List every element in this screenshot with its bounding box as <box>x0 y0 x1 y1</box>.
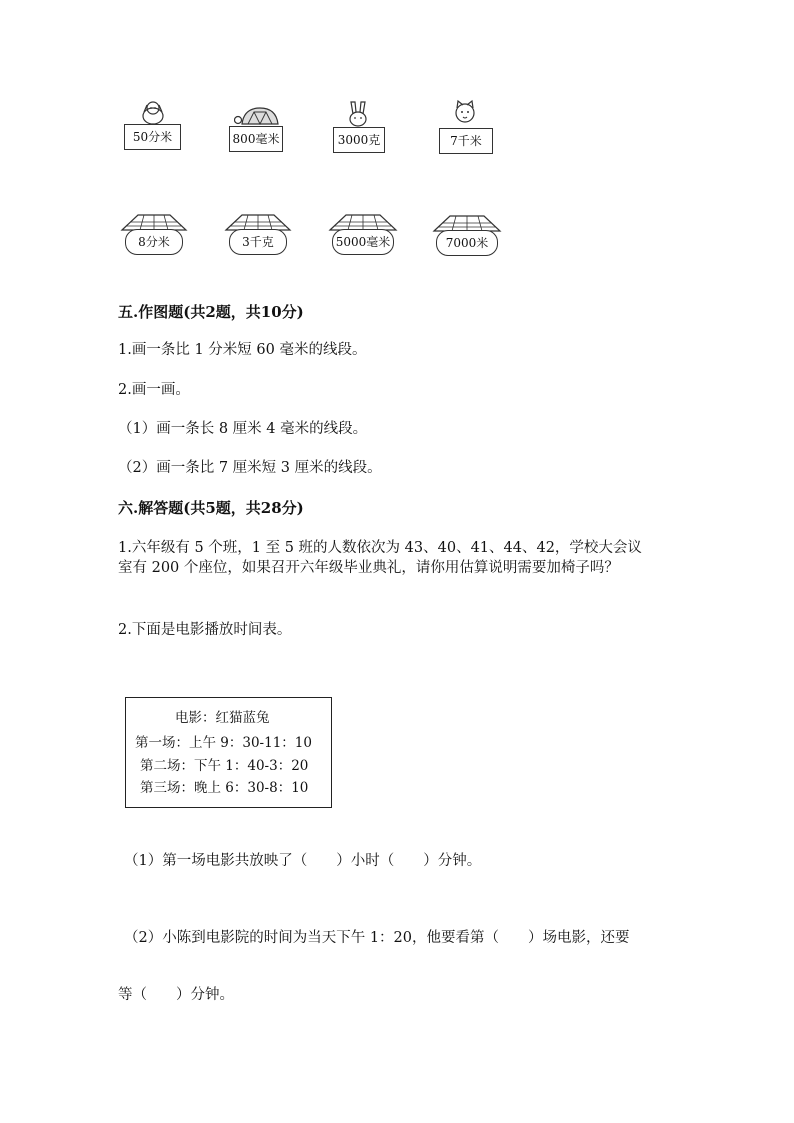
card-3 <box>333 127 385 153</box>
house-2 <box>224 212 292 258</box>
house-1-label: 8分米 <box>138 235 170 249</box>
card-4-label: 7千米 <box>450 134 482 148</box>
section-6-heading: 六.解答题(共5题，共28分) <box>118 499 304 517</box>
section-6-question-2-part-1: （1）第一场电影共放映了（ ）小时（ ）分钟。 <box>124 853 482 869</box>
house-1 <box>120 212 188 258</box>
house-3 <box>328 212 398 258</box>
schedule-row-3: 第三场：晚上 6：30-8：10 <box>140 780 309 796</box>
card-3-label: 3000克 <box>337 133 381 147</box>
section-5-heading: 五.作图题(共2题，共10分) <box>118 303 304 321</box>
section-6-question-2-part-2-line-2: 等（ ）分钟。 <box>118 987 234 1003</box>
house-4 <box>432 213 502 259</box>
card-2 <box>229 126 283 152</box>
section-5-question-2-part-1: （1）画一条长 8 厘米 4 毫米的线段。 <box>118 421 368 437</box>
turtle-icon <box>234 104 284 128</box>
schedule-title: 电影：红猫蓝兔 <box>175 710 270 726</box>
section-6-question-1-line-2: 室有 200 个座位，如果召开六年级毕业典礼，请你用估算说明需要加椅子吗？ <box>118 560 619 576</box>
house-2-label: 3千克 <box>242 235 274 249</box>
card-2-label: 800毫米 <box>232 132 280 146</box>
card-4 <box>439 128 493 154</box>
house-3-label: 5000毫米 <box>335 235 391 249</box>
section-6-question-2: 2.下面是电影播放时间表。 <box>118 622 292 638</box>
movie-schedule-box <box>125 697 332 808</box>
card-1 <box>124 124 181 150</box>
dog-icon <box>138 100 168 126</box>
cat-icon <box>450 99 480 129</box>
house-4-label: 7000米 <box>445 236 489 250</box>
section-5-question-2-part-2: （2）画一条比 7 厘米短 3 厘米的线段。 <box>118 460 382 476</box>
schedule-row-2: 第二场：下午 1：40-3：20 <box>140 758 309 774</box>
section-5-question-2: 2.画一画。 <box>118 382 190 398</box>
schedule-row-1: 第一场：上午 9：30-11：10 <box>135 735 312 751</box>
section-5-question-1: 1.画一条比 1 分米短 60 毫米的线段。 <box>118 342 367 358</box>
section-6-question-1-line-1: 1.六年级有 5 个班，1 至 5 班的人数依次为 43、40、41、44、42，学校大会议 <box>118 540 642 556</box>
card-1-label: 50分米 <box>132 130 173 144</box>
rabbit-icon <box>343 100 373 128</box>
section-6-question-2-part-2-line-1: （2）小陈到电影院的时间为当天下午 1：20，他要看第（ ）场电影，还要 <box>124 930 630 946</box>
